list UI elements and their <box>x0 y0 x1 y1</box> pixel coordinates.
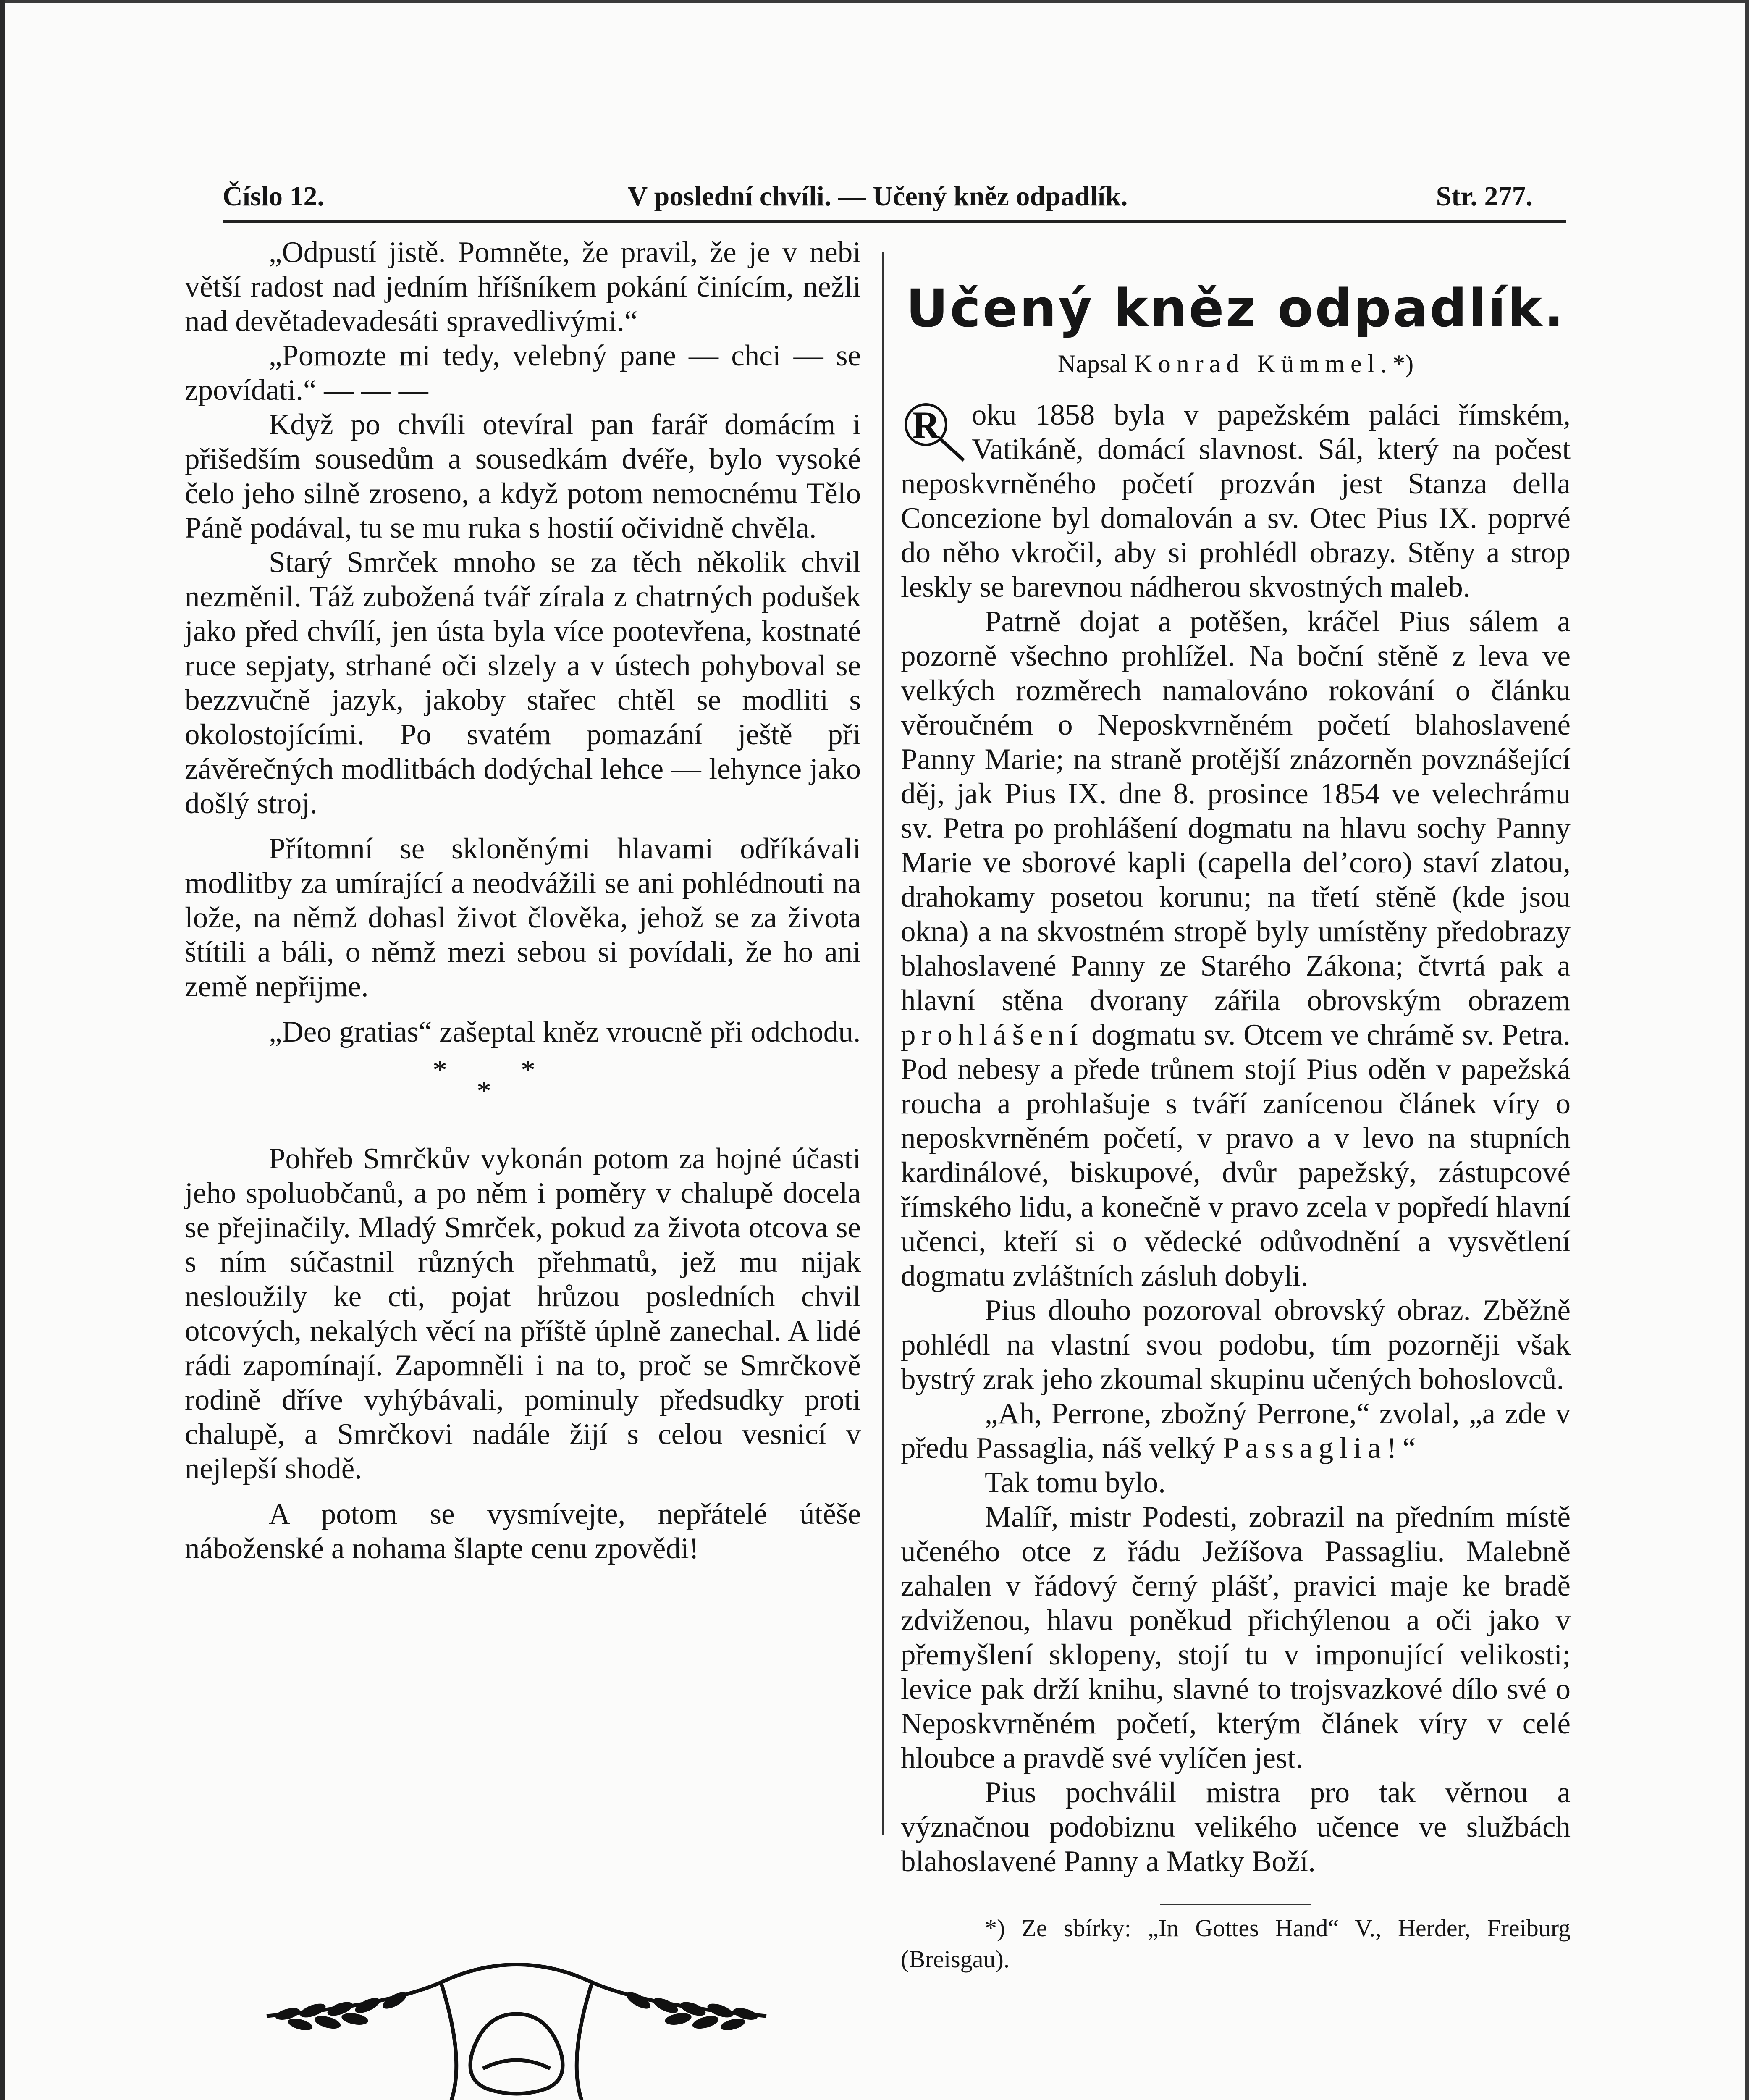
section-separator <box>185 1049 861 1112</box>
page-header <box>223 181 1533 214</box>
paragraph: Pius dlouho pozoroval obrovský obraz. Zběžně pohlédl na vlastní svou podobu, tím pozorněji však bystrý zrak jeho zkoumal skupinu učených bohoslovců. <box>901 1294 1571 1396</box>
left-column <box>185 235 861 1566</box>
paragraph <box>901 604 1571 1293</box>
separator-star: * <box>477 1075 491 1108</box>
footnote-marker: *) <box>1392 350 1414 378</box>
byline-prefix: Napsal <box>1057 350 1128 378</box>
separator-star: * <box>521 1054 535 1087</box>
paragraph-text: „Ah, Perrone, zbožný Perrone,“ zvolal, „a zde v předu Passaglia, náš velký <box>901 1397 1571 1465</box>
closing-quote: “ <box>1402 1432 1416 1465</box>
issue-number: Číslo 12. <box>223 181 325 212</box>
running-title: V poslední chvíli. — Učený kněz odpadlík. <box>627 181 1128 212</box>
paragraph: Pohřeb Smrčkův vykonán potom za hojné účasti jeho spoluobčanů, a po něm i poměry v chalupě docela se přejinačily. Mladý Smrček, pokud za života otcova se s ním súčastnil různých přehmatů, jež mu nijak nesloužily ke cti, pojat hrůzou posledních chvil otcových, nekalých věcí na příště úplně zanechal. A lidé rádi zapomínají. Zapomněli i na to, proč se Smrčkově rodině dříve vyhýbávali, pominuly předsudky proti chalupě, a Smrčkovi nadále žijí s celou vesnicí v nejlepší shodě. <box>185 1142 861 1485</box>
dropcap-letter: R <box>912 404 940 446</box>
footnote: *) Ze sbírky: „In Gottes Hand“ V., Herder, Freiburg (Breisgau). <box>901 1914 1571 1973</box>
paragraph: „Odpustí jistě. Pomněte, že pravil, že je v nebi větší radost nad jedním hříšníkem pokání činícím, nežli nad devětadevadesáti spravedlivými.“ <box>185 236 861 338</box>
spaced-word: Passaglia! <box>1223 1432 1403 1465</box>
right-column <box>901 235 1571 1975</box>
paragraph: Když po chvíli otevíral pan farář domácím i přišedším sousedům a sousedkám dvéře, bylo vysoké čelo jeho silně zroseno, a když potom nemocnému Tělo Páně podával, tu se mu ruka s hostií očividně chvěla. <box>185 408 861 544</box>
paragraph: „Pomozte mi tedy, velebný pane — chci — se zpovídati.“ — — — <box>185 339 861 407</box>
paragraph-text: dogmatu sv. Otcem ve chrámě sv. Petra. Pod nebesy a přede trůnem stojí Pius oděn v papežská roucha a prohlašuje s tváří zanícenou článek víry o neposkvrněném početí, v pravo a v levo na stupních kardinálové, biskupové, dvůr papežský, zástupcové římského lidu, a konečně v pravo zcela v popředí hlavní učenci, kteří si o vědecké odůvodnění a vysvětlení dogmatu zvláštních zásluh dobyli. <box>901 1018 1571 1292</box>
paragraph: „Deo gratias“ zašeptal kněz vroucně při odchodu. <box>269 1016 861 1048</box>
dropcap-ornament <box>901 399 966 462</box>
paragraph-text: Patrně dojat a potěšen, kráčel Pius sálem a pozorně všechno prohlížel. Na boční stěně z leva ve velkých rozměrech namalováno rokování o článku věroučném o Neposkvrněném početí blahoslavené Panny Marie; na straně protější znázorněn povznášející děj, jak Pius IX. dne 8. prosince 1854 ve velechrámu sv. Petra po prohlášení dogmatu na hlavu sochy Panny Marie ve sborové kapli (capella del’coro) staví zlatou, drahokamy posetou korunu; na třetí stěně (kde jsou okna) a na skvostném stropě byly umístěny předobrazy blahoslavené Panny ze Starého Zákona; čtvrtá pak a hlavní stěna dvorany zářila obrovským obrazem <box>901 605 1571 1017</box>
column-divider <box>882 252 884 1835</box>
first-paragraph-text: oku 1858 byla v papežském paláci římském, Vatikáně, domácí slavnost. Sál, který na počest neposkvrněného početí prozván jest Stanza della Concezione byl domalován a sv. Otec Pius IX. poprvé do něho vkročil, aby si prohlédl obrazy. Stěny a strop leskly se barevnou nádherou skvostných maleb. <box>901 399 1571 604</box>
spaced-word: prohlášení <box>901 1018 1084 1051</box>
paragraph <box>901 1396 1571 1465</box>
paragraph: Pius pochválil mistra pro tak věrnou a význačnou podobiznu velikého učence ve službách blahoslavené Panny a Matky Boží. <box>901 1776 1571 1878</box>
paragraph: A potom se vysmívejte, nepřátelé útěše náboženské a nohama šlapte cenu zpovědi! <box>185 1498 861 1565</box>
article-title: Učený kněz odpadlík. <box>906 278 1565 339</box>
header-rule <box>223 220 1566 223</box>
scan-edge-left <box>0 0 5 2100</box>
scan-edge-right <box>1745 0 1749 2100</box>
first-paragraph <box>901 398 1571 604</box>
page-number: Str. 277. <box>1436 181 1533 212</box>
paragraph: Tak tomu bylo. <box>985 1466 1166 1499</box>
footnote-rule <box>1160 1904 1311 1905</box>
paragraph: Starý Smrček mnoho se za těch několik chvil nezměnil. Táž zubožená tvář zírala z chatrných podušek jako před chvílí, jen ústa byla více pootevřena, kostnaté ruce sepjaty, strhané oči slzely a v ústech pohyboval se bezzvučně jazyk, jakoby stařec chtěl se modliti s okolostojícími. Po svatém pomazání ještě při závěrečných modlitbách dodýchal lehce — lehynce jako došlý stroj. <box>185 546 861 820</box>
paragraph: Malíř, mistr Podesti, zobrazil na předním místě učeného otce z řádu Ježíšova Passagliu. Malebně zahalen v řádový černý plášť, pravici maje ke bradě zdviženou, hlavu poněkud přichýlenou a oči jako v přemyšlení sklopeny, stojí tu v imponující velikosti; levice pak drží knihu, slavné to trojsvazkové dílo své o Neposkvrněném početí, kterým článek víry v celé hloubce a pravdě své vylíčen jest. <box>901 1501 1571 1774</box>
scan-edge-top <box>0 0 1749 3</box>
byline-author: Konrad Kümmel. <box>1134 350 1393 378</box>
byline <box>901 346 1571 381</box>
paragraph: Přítomní se skloněnými hlavami odříkávali modlitby za umírající a neodvážili se ani pohlédnouti na lože, na němž dohasl život člověka, jehož se za života štítili a báli, o němž mezi sebou si povídali, že ho ani země nepřijme. <box>185 832 861 1003</box>
separator-star: * <box>433 1054 447 1087</box>
decorative-ornament <box>250 1942 783 2100</box>
